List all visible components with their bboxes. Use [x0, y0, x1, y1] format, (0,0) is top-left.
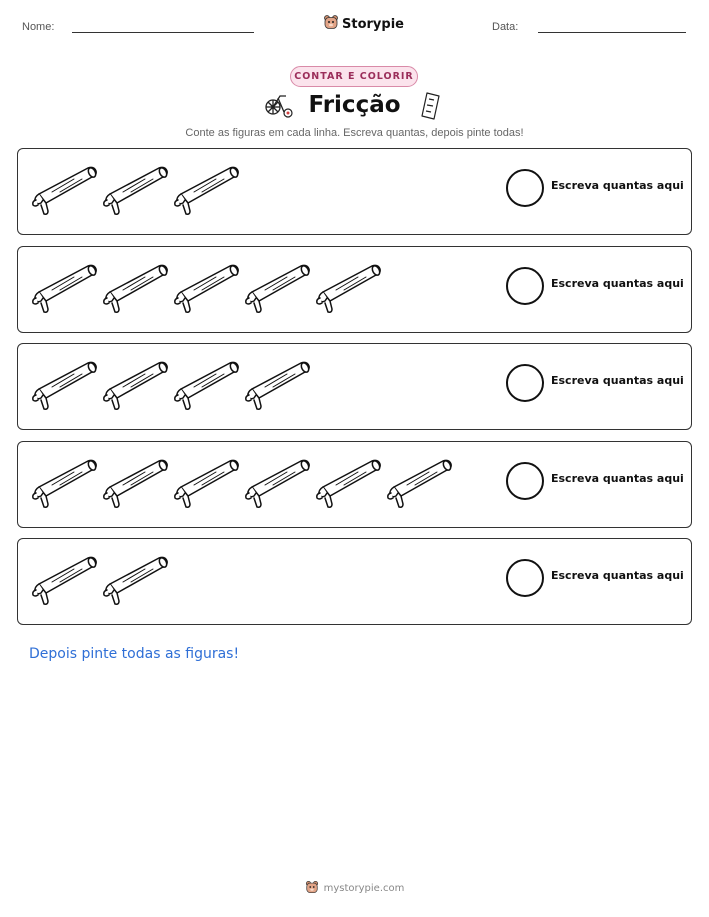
answer-circle[interactable]: [506, 267, 544, 305]
answer-circle[interactable]: [506, 462, 544, 500]
answer-label: Escreva quantas aqui: [551, 471, 684, 485]
footer-note: Depois pinte todas as figuras!: [29, 646, 240, 662]
bear-logo-icon: [305, 880, 319, 897]
instructions: Conte as figuras em cada linha. Escreva quantas, depois pinte todas!: [185, 127, 524, 139]
stick-icon[interactable]: [30, 159, 101, 219]
page-title: Fricção: [308, 92, 401, 118]
stick-icon[interactable]: [101, 452, 172, 512]
answer-circle[interactable]: [506, 364, 544, 402]
bear-logo-icon: [323, 14, 339, 34]
brand-logo: [323, 14, 404, 34]
figure-group: [30, 257, 385, 317]
answer-label: Escreva quantas aqui: [551, 569, 684, 582]
answer-label: Escreva quantas aqui: [551, 276, 684, 290]
stick-icon[interactable]: [243, 452, 314, 512]
category-badge: CONTAR E COLORIR: [290, 66, 418, 87]
wood-plank-icon: [419, 90, 443, 126]
stick-icon[interactable]: [30, 257, 101, 317]
name-label: Nome:: [22, 21, 55, 33]
stick-icon[interactable]: [30, 452, 101, 512]
stick-icon[interactable]: [172, 257, 243, 317]
stick-icon[interactable]: [314, 257, 385, 317]
answer-label: Escreva quantas aqui: [551, 374, 684, 387]
counting-row: [17, 538, 692, 625]
counting-row: [17, 343, 692, 430]
stick-icon[interactable]: [101, 257, 172, 317]
stick-icon[interactable]: [172, 354, 243, 414]
brand-name: Storypie: [342, 16, 404, 32]
stick-icon[interactable]: [172, 159, 243, 219]
figure-group: [30, 452, 456, 512]
stick-icon[interactable]: [30, 354, 101, 414]
stick-icon[interactable]: [101, 354, 172, 414]
figure-group: [30, 354, 314, 414]
name-line[interactable]: [72, 32, 254, 33]
stick-icon[interactable]: [243, 354, 314, 414]
site-url: mystorypie.com: [323, 883, 405, 894]
stick-icon[interactable]: [172, 452, 243, 512]
counting-row: [17, 148, 692, 235]
answer-circle[interactable]: [506, 169, 544, 207]
answer-circle[interactable]: [506, 559, 544, 597]
counting-row: [17, 246, 692, 333]
stick-icon[interactable]: [101, 159, 172, 219]
answer-label: Escreva quantas aqui: [551, 179, 684, 192]
date-label: Data:: [492, 21, 519, 33]
stick-icon[interactable]: [101, 549, 172, 609]
figure-group: [30, 549, 172, 609]
stick-icon[interactable]: [243, 257, 314, 317]
figure-group: [30, 159, 243, 219]
stick-icon[interactable]: [30, 549, 101, 609]
counting-row: [17, 441, 692, 528]
stick-icon[interactable]: [385, 452, 456, 512]
site-footer: [0, 880, 709, 897]
stick-icon[interactable]: [314, 452, 385, 512]
date-line[interactable]: [538, 32, 686, 33]
